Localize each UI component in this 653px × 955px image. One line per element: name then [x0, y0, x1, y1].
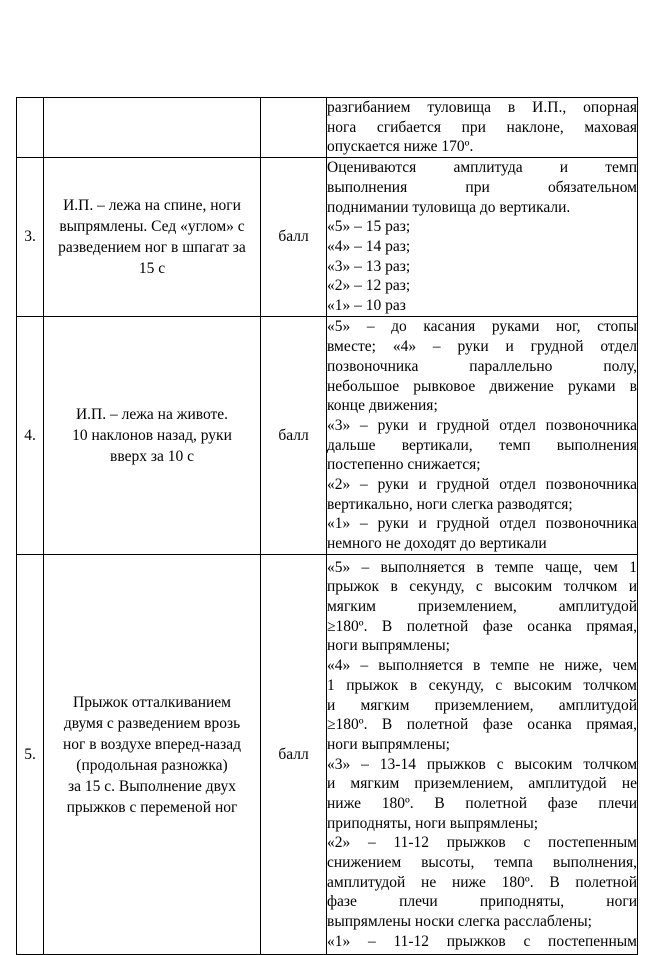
criteria-line: немного не доходят до вертикали [327, 535, 547, 552]
criteria-line: амплитудой не ниже 180º. В полетной [327, 873, 637, 891]
criteria-line: дальше вертикали, темп выполнения [327, 436, 637, 454]
table-row [17, 555, 638, 955]
unit-cell [261, 98, 327, 158]
criteria-line: постепенно снижается; [327, 456, 481, 474]
unit-cell: балл [261, 158, 327, 317]
unit-cell: балл [261, 317, 327, 555]
table-row [17, 158, 638, 317]
row-number [17, 98, 44, 158]
criteria-cell [327, 555, 638, 955]
criteria-line: «5» – 15 раз; [327, 218, 411, 236]
criteria-line: «4» – выполняется в темпе не ниже, чем [327, 657, 637, 675]
exercise-line: Прыжок отталкиванием [73, 693, 231, 711]
exercise-cell [44, 317, 261, 555]
criteria-line: ≥180º. В полетной фазе осанка прямая, [327, 617, 637, 635]
exercise-line: 10 наклонов назад, руки [72, 427, 232, 445]
exercise-cell [44, 158, 261, 317]
criteria-line: вместе; «4» – руки и грудной отдел [327, 338, 637, 356]
exercise-line: выпрямлены. Сед «углом» с [59, 218, 245, 236]
exercise-line: 15 с [138, 260, 166, 278]
criteria-line: выпрямлены носки слегка расслаблены; [327, 913, 592, 931]
criteria-line: поднимании туловища до вертикали. [327, 198, 571, 216]
unit-cell: балл [261, 555, 327, 955]
row-number: 3. [17, 158, 44, 317]
exercise-line: ног в воздухе вперед-назад [62, 735, 242, 753]
exercise-line: (продольная разножка) [76, 756, 228, 774]
criteria-line: «4» – 14 раз; [327, 238, 411, 256]
criteria-line: выполнения при обязательном [327, 179, 637, 196]
exercise-line: за 15 с. Выполнение двух [68, 777, 236, 795]
criteria-line: ≥180º. В полетной фазе осанка прямая, [327, 716, 637, 734]
row-number: 4. [17, 317, 44, 555]
criteria-line: небольшое рывковое движение руками в [327, 377, 637, 395]
exercise-line: разведением ног в шпагат за [58, 239, 246, 257]
criteria-line: «2» – руки и грудной отдел позвоночника [327, 475, 637, 493]
criteria-line: конце движения; [327, 397, 438, 415]
criteria-line: «1» – 10 раз [327, 297, 406, 315]
table-row [17, 317, 638, 555]
criteria-line: прыжок в секунду, с высоким толчком и [327, 578, 637, 596]
criteria-cell [327, 158, 638, 317]
exercise-cell [44, 555, 261, 955]
criteria-line: ноги выпрямлены; [327, 637, 450, 655]
criteria-line: и мягким приземлением, амплитудой [327, 696, 637, 714]
criteria-line: «5» – до касания руками ног, стопы [327, 318, 637, 336]
criteria-line: ноги выпрямлены; [327, 735, 450, 753]
criteria-line: «1» – руки и грудной отдел позвоночника [327, 515, 637, 533]
criteria-line: Оцениваются амплитуда и темп [327, 159, 637, 177]
criteria-line: «5» – выполняется в темпе чаще, чем 1 [327, 558, 637, 576]
exercise-line: И.П. – лежа на животе. [75, 406, 229, 424]
criteria-line: «3» – руки и грудной отдел позвоночника [327, 416, 637, 434]
exercise-line: прыжков с переменой ног [66, 798, 238, 816]
criteria-line: фазе плечи приподняты, ноги [327, 893, 637, 911]
criteria-line: «3» – 13 раз; [327, 257, 411, 275]
table-body [17, 98, 638, 955]
criteria-line: ниже 180º. В полетной фазе плечи [327, 794, 637, 812]
table-row [17, 98, 638, 158]
criteria-line: «2» – 11-12 прыжков с постепенным [327, 834, 637, 852]
criteria-line: снижением высоты, темпа выполнения, [327, 854, 637, 871]
criteria-line: «1» – 11-12 прыжков с постепенным [327, 932, 637, 950]
criteria-line: 1 прыжок в секунду, с высоким толчком [327, 676, 637, 694]
criteria-table [16, 97, 638, 955]
criteria-line: опускается ниже 170º. [327, 138, 474, 156]
exercise-cell [44, 98, 261, 158]
criteria-line: и мягким приземлением, амплитудой не [327, 775, 637, 793]
criteria-line: приподняты, ноги выпрямлены; [327, 814, 539, 832]
row-number: 5. [17, 555, 44, 955]
criteria-line: мягким приземлением, амплитудой [327, 598, 637, 616]
criteria-line: позвоночника параллельно полу, [327, 357, 637, 375]
exercise-line: И.П. – лежа на спине, ноги [63, 197, 241, 215]
criteria-line: «3» – 13-14 прыжков с высоким толчком [327, 755, 637, 773]
criteria-line: нога сгибается при наклоне, маховая [327, 118, 637, 136]
exercise-line: двумя с разведением врозь [63, 714, 241, 732]
criteria-cell [327, 317, 638, 555]
criteria-line: «2» – 12 раз; [327, 277, 411, 295]
criteria-cell [327, 98, 638, 158]
criteria-line: вертикально, ноги слегка разводятся; [327, 495, 573, 513]
exercise-line: вверх за 10 с [110, 448, 194, 466]
criteria-line: разгибанием туловища в И.П., опорная [327, 99, 637, 116]
